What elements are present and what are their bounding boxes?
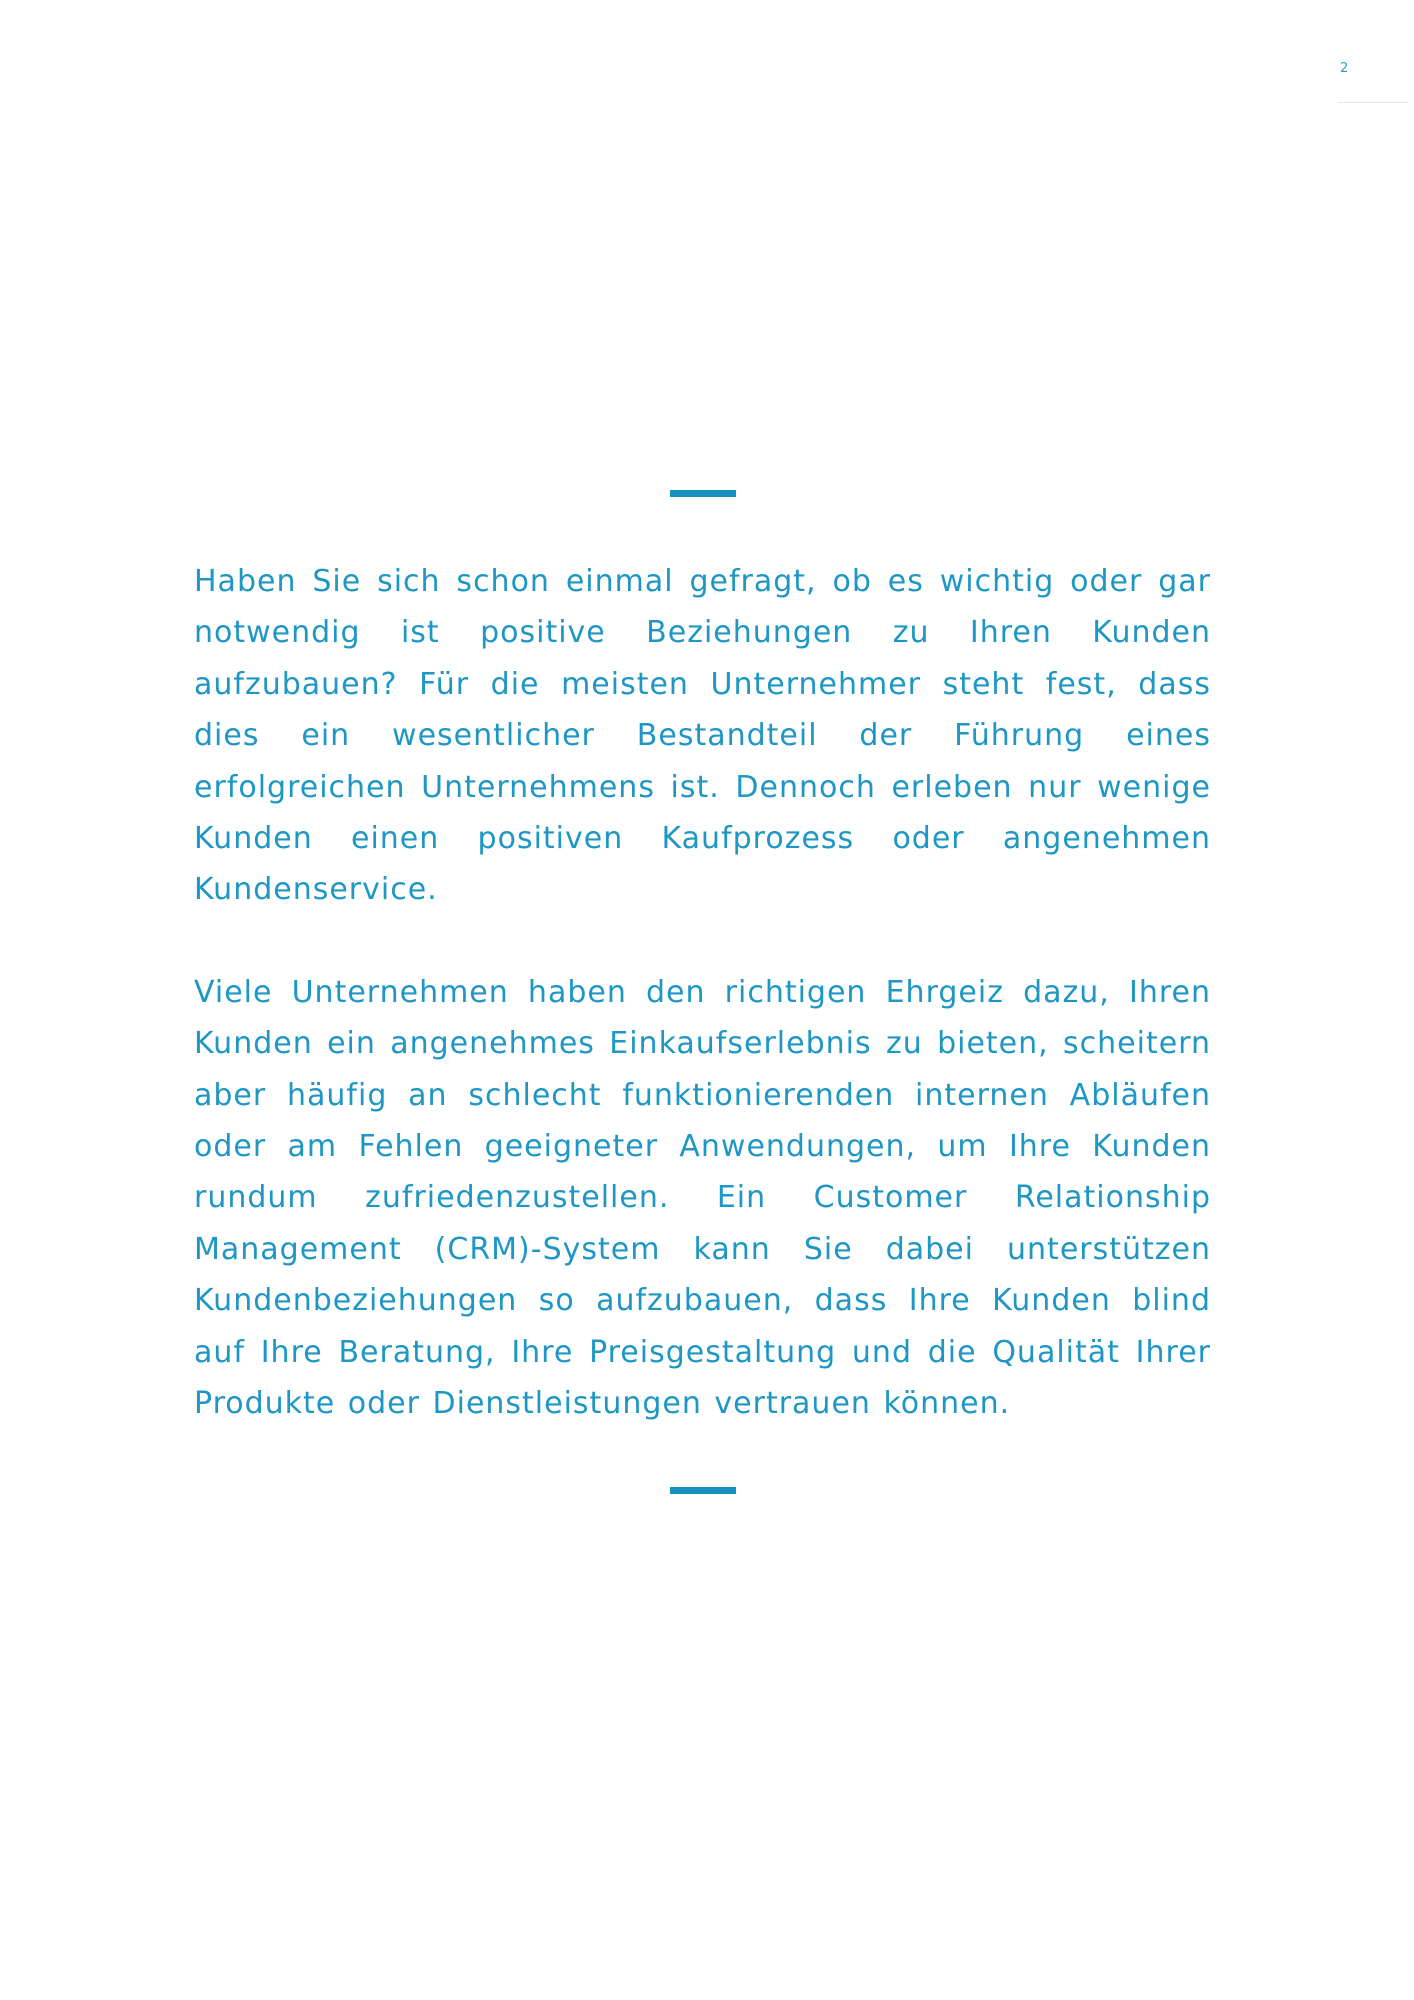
page-number: 2 [1340, 61, 1349, 76]
paragraph-intro: Haben Sie sich schon einmal gefragt, ob es wichtig oder gar notwendig ist positive Beziehungen zu Ihren Kunden aufzubauen? Für die meisten Unternehmer steht fest, dass dies ein wesentlicher Bestandteil der Führung eines erfolgreichen Unternehmens ist. Dennoch erleben nur wenige Kunden einen positiven Kaufprozess oder angenehmen Kundenservice. [194, 564, 1211, 908]
body-text [194, 556, 1211, 1430]
paragraph-crm: Viele Unternehmen haben den richtigen Ehrgeiz dazu, Ihren Kunden ein angenehmes Einkaufserlebnis zu bieten, scheitern aber häufig an schlecht funktionierenden internen Abläufen oder am Fehlen geeigneter Anwendungen, um Ihre Kunden rundum zufriedenzustellen. Ein Customer Relationship Management (CRM)-System kann Sie dabei unterstützen Kundenbeziehungen so aufzubauen, dass Ihre Kunden blind auf Ihre Beratung, Ihre Preisgestaltung und die Qualität Ihrer Produkte oder Dienstleistungen vertrauen können. [194, 974, 1211, 1422]
top-accent-bar [670, 490, 736, 497]
bottom-accent-bar [670, 1487, 736, 1494]
page-number-divider [1338, 102, 1408, 103]
